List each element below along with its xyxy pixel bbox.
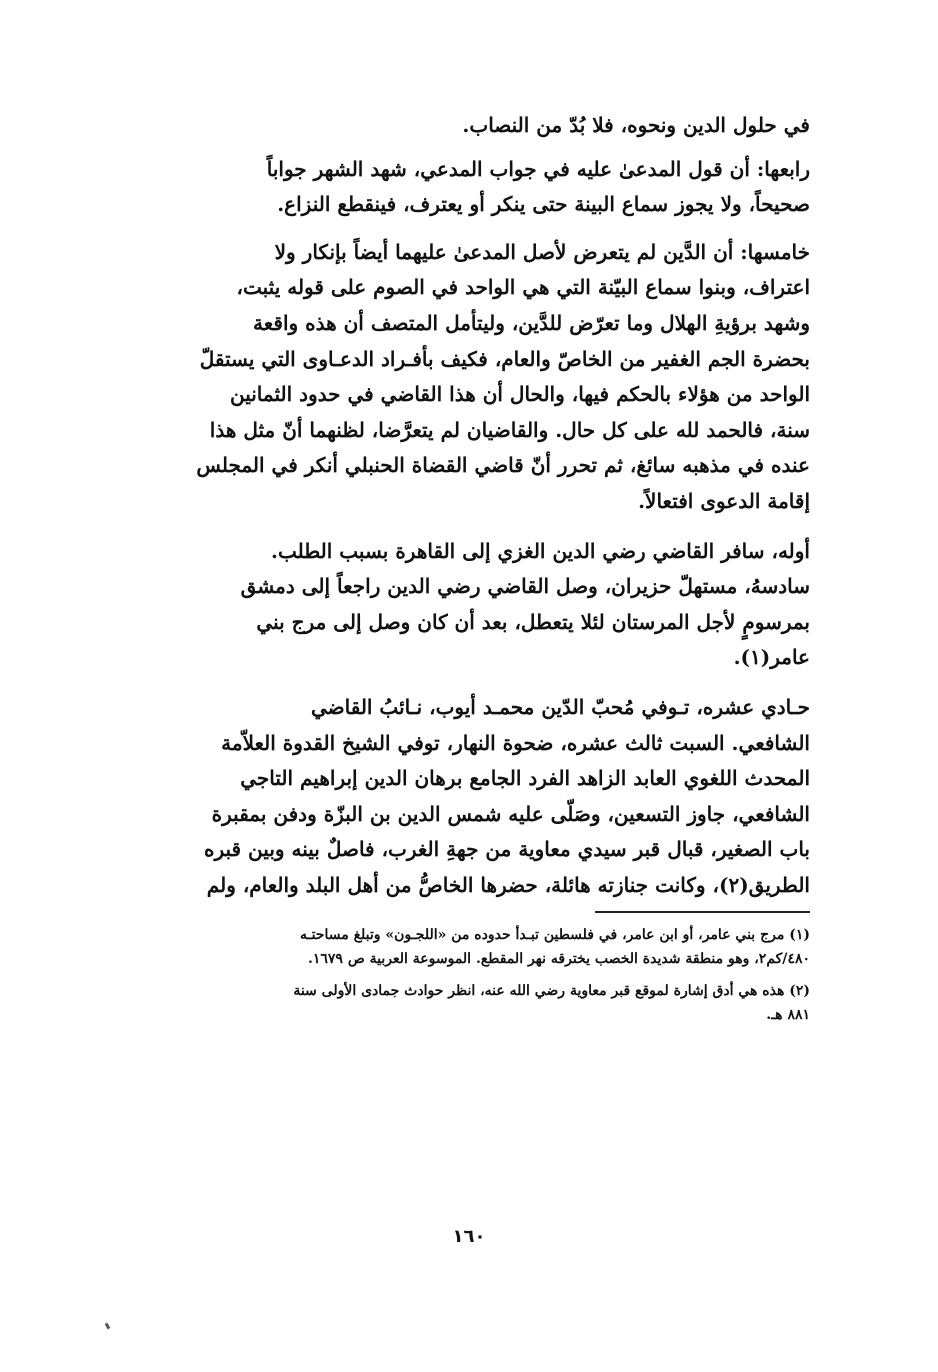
scan-speck [105, 1323, 111, 1330]
footnote-1: (١) مرج بني عامر، أو ابن عامر، في فلسطين تبـدأ حدوده من «اللجـون» وتبلغ مساحتـه ٤٨٠/كم٢، وهو منطقة شديدة الخصب يخترقه نهر المقطع. الموسوعة العربية ص ١٦٧٩. [299, 927, 810, 968]
paragraph-5: حـادي عشره، تـوفي مُحبّ الدّين محمـد أيوب، نـائبُ القاضي الشافعي. السبت ثالث عشره، ضحوة النهار، توفي الشيخ القدوة العلاّمة المحدث اللغوي العابد الزاهد الفرد الجامع برهان الدين إبراهيم التاجي الشافعي، جاوز التسعين، وصَلّى عليه شمس الدين بن البزّة ودفن بمقبرة باب الصغير، قبال قبر سيدي معاوية من جهةِ الغرب، فاصلٌ بينه وبين قبره الطريق(٢)، وكانت جنازته هائلة، حضرها الخاصُّ من أهل البلد والعام، ولم [203, 694, 810, 897]
footnote-2: (٢) هذه هي أدق إشارة لموقع قبر معاوية رضي الله عنه، انظر حوادث جمادى الأولى سنة ٨٨١ هـ. [293, 983, 810, 1024]
paragraph-3: خامسها: أن الدَّين لم يتعرض لأصل المدعىٰ عليهما أيضاً بإنكار ولا اعتراف، وبنوا سماع البيّنة التي هي الواحد في الصوم على قوله يثبت، وشهد برؤيةِ الهلال وما تعرّض للدَّين، وليتأمل المتصف أن هذه واقعة بحضرة الجم الغفير من الخاصّ والعام، فكيف بأفـراد الدعـاوى التي يستقلّ الواحد من هؤلاء بالحكم فيها، والحال أن هذا القاضي في حدود الثمانين سنة، فالحمد لله على كل حال. والقاضيان لم يتعرَّضا، لظنهما أنّ مثل هذا عنده في مذهبه سائغ، ثم تحرر أنّ قاضي القضاة الحنبلي أنكر في المجلس إقامة الدعوى افتعالاً. [196, 239, 810, 513]
paragraph-4: أوله، سافر القاضي رضي الدين الغزي إلى القاهرة بسبب الطلب. سادسهُ، مستهلّ حزيران، وصل القاضي رضي الدين راجعاً إلى دمشق بمرسومٍ لأجل المرستان لئلا يتعطل، بعد أن كان وصل إلى مرج بني عامر(١). [240, 538, 810, 670]
page-body [155, 108, 810, 1035]
footnote-divider [595, 911, 810, 913]
page-number: ١٦٠ [452, 1226, 486, 1247]
paragraph-1: في حلول الدين ونحوه، فلا بُدّ من النصاب. [462, 113, 810, 137]
paragraph-2: رابعها: أن قول المدعىٰ عليه في جواب المدعي، شهد الشهر جواباً صحيحاً، ولا يجوز سماع البينة حتى ينكر أو يعترف، فينقطع النزاع. [266, 156, 810, 217]
